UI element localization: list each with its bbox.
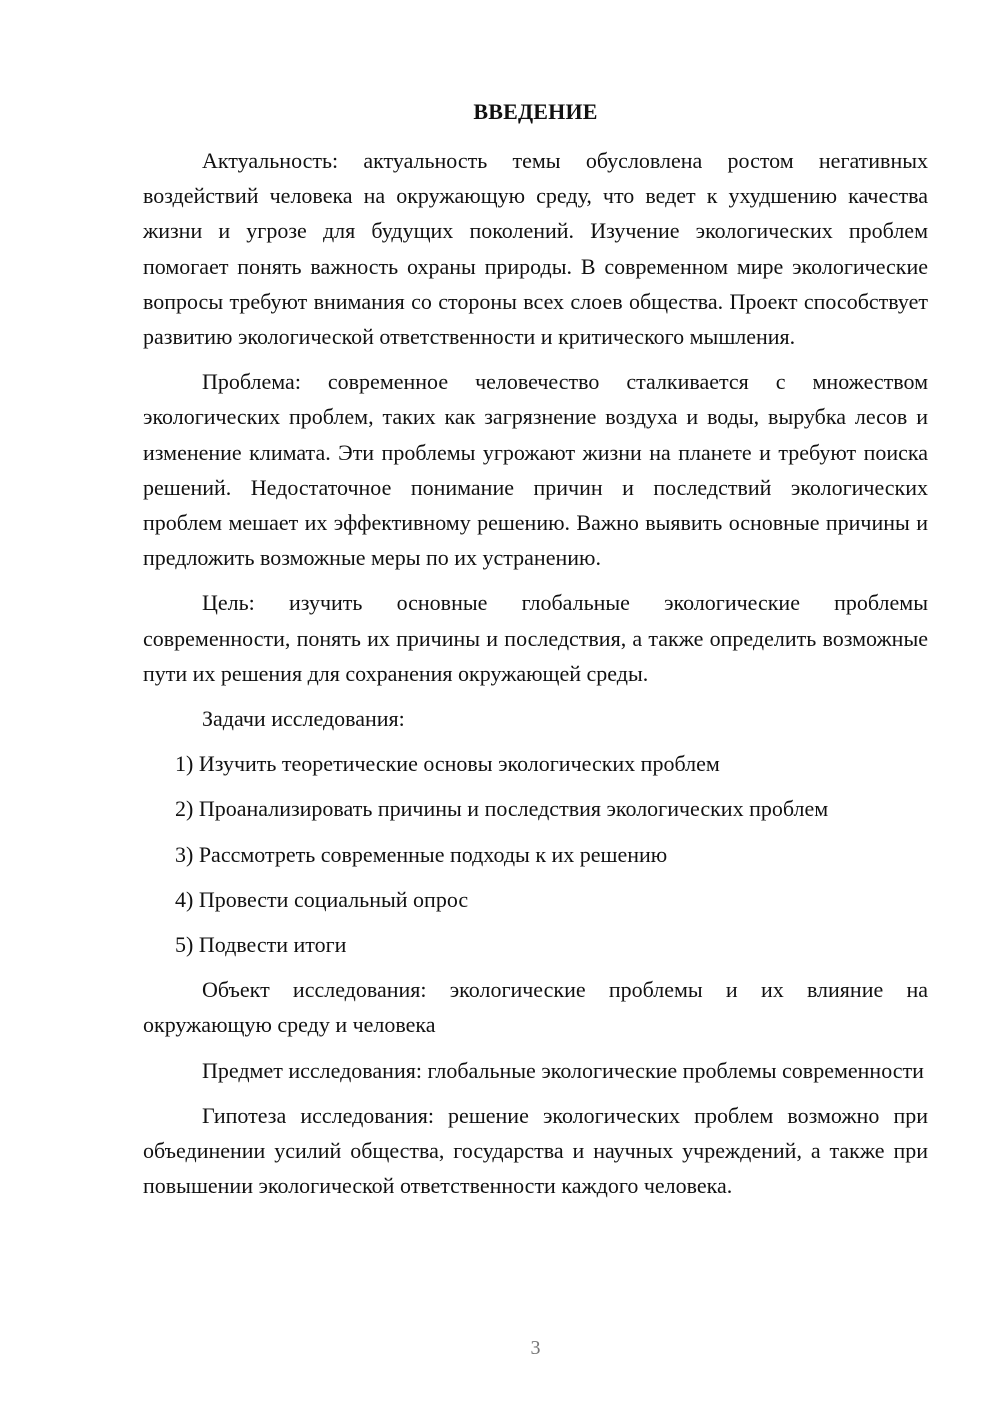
page-number: 3 bbox=[530, 1337, 541, 1359]
object-paragraph: Объект исследования: экологические проблемы и их влияние на окружающую среду и человека bbox=[143, 977, 928, 1038]
document-body bbox=[143, 143, 928, 1213]
task-item: 1) Изучить теоретические основы экологических проблем bbox=[175, 751, 720, 777]
tasks-list bbox=[143, 746, 928, 962]
goal-paragraph: Цель: изучить основные глобальные экологические проблемы современности, понять их причины и последствия, а также определить возможные пути их решения для сохранения окружающей среды. bbox=[143, 590, 928, 686]
tasks-heading: Задачи исследования: bbox=[202, 706, 405, 732]
task-item: 2) Проанализировать причины и последствия экологических проблем bbox=[175, 796, 829, 822]
task-item: 3) Рассмотреть современные подходы к их решению bbox=[175, 841, 668, 867]
page-title: ВВЕДЕНИЕ bbox=[473, 99, 598, 124]
task-item: 5) Подвести итоги bbox=[175, 932, 347, 958]
hypothesis-paragraph: Гипотеза исследования: решение экологических проблем возможно при объединении усилий общества, государства и научных учреждений, а также при повышении экологической ответственности каждого человека. bbox=[143, 1102, 928, 1199]
subject-paragraph: Предмет исследования: глобальные экологические проблемы современности bbox=[202, 1057, 924, 1083]
problem-paragraph: Проблема: современное человечество сталкивается с множеством экологических проблем, таких как загрязнение воздуха и воды, вырубка лесов и изменение климата. Эти проблемы угрожают жизни на планете и требуют поиска решений. Недостаточное понимание причин и последствий экологических проблем мешает их эффективному решению. Важно выявить основные причины и предложить возможные меры по их устранению. bbox=[143, 369, 928, 571]
document-page bbox=[143, 0, 928, 1414]
task-item: 4) Провести социальный опрос bbox=[175, 886, 469, 912]
relevance-paragraph: Актуальность: актуальность темы обусловлена ростом негативных воздействий человека на окружающую среду, что ведет к ухудшению качества жизни и угрозе для будущих поколений. Изучение экологических проблем помогает понять важность охраны природы. В современном мире экологические вопросы требуют внимания со стороны всех слоев общества. Проект способствует развитию экологической ответственности и критического мышления. bbox=[143, 148, 928, 350]
